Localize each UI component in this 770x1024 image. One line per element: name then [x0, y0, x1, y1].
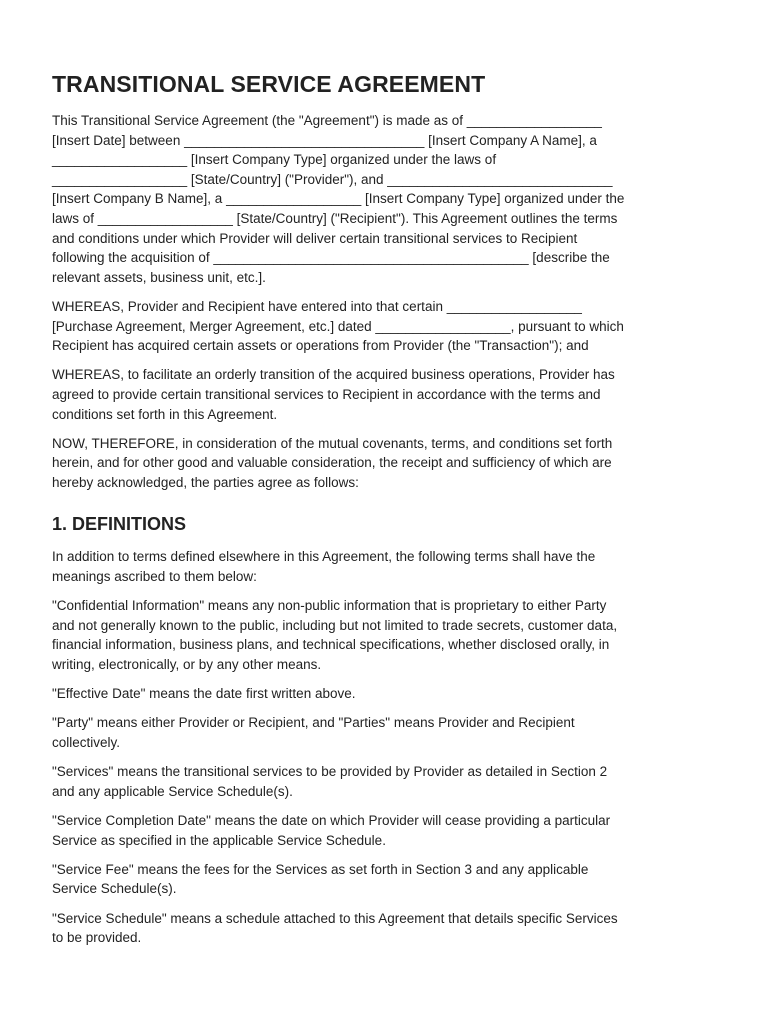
definition-party — [52, 713, 714, 752]
text-line: to be provided. — [52, 930, 142, 946]
intro-paragraph — [52, 111, 714, 287]
definition-effective-date — [52, 684, 714, 704]
text-line: [Insert Company B Name], a __________________ [Insert Company Type] organized under the — [52, 191, 625, 207]
text-line: hereby acknowledged, the parties agree as follows: — [52, 474, 359, 490]
text-line: following the acquisition of __________________________________________ [describe the — [52, 250, 610, 266]
now-therefore-paragraph — [52, 434, 714, 493]
text-line: laws of __________________ [State/Country] ("Recipient"). This Agreement outlines the terms — [52, 210, 618, 226]
text-line: "Service Completion Date" means the date on which Provider will cease providing a particular — [52, 812, 611, 828]
definition-service-completion-date — [52, 811, 714, 850]
text-line: and not generally known to the public, including but not limited to trade secrets, customer data, — [52, 617, 618, 633]
text-line: "Party" means either Provider or Recipient, and "Parties" means Provider and Recipient — [52, 715, 575, 731]
text-line: Service as specified in the applicable Service Schedule. — [52, 832, 386, 848]
text-line: conditions set forth in this Agreement. — [52, 406, 278, 422]
text-line: [Insert Date] between ________________________________ [Insert Company A Name], a — [52, 132, 597, 148]
text-line: Service Schedule(s). — [52, 881, 177, 897]
text-line: __________________ [State/Country] ("Provider"), and ______________________________ — [52, 171, 613, 187]
text-line: __________________ [Insert Company Type] organized under the laws of — [52, 152, 497, 168]
text-line: financial information, business plans, and technical specifications, whether disclosed orally, in — [52, 637, 610, 653]
text-line: [Purchase Agreement, Merger Agreement, etc.] dated __________________, pursuant to which — [52, 318, 624, 334]
section-heading-definitions: 1. DEFINITIONS — [52, 514, 187, 535]
definitions-intro-paragraph — [52, 547, 714, 586]
text-line: and any applicable Service Schedule(s). — [52, 783, 293, 799]
text-line: writing, electronically, or by any other means. — [52, 657, 322, 673]
text-line: "Confidential Information" means any non-public information that is proprietary to either Party — [52, 598, 607, 614]
definition-service-schedule — [52, 909, 714, 948]
whereas-paragraph — [52, 297, 714, 356]
text-line: In addition to terms defined elsewhere in this Agreement, the following terms shall have the — [52, 549, 596, 565]
text-line: herein, and for other good and valuable consideration, the receipt and sufficiency of which are — [52, 455, 612, 471]
text-line: WHEREAS, Provider and Recipient have entered into that certain __________________ — [52, 298, 582, 314]
text-line: Recipient has acquired certain assets or operations from Provider (the "Transaction"); and — [52, 338, 589, 354]
text-line: "Service Fee" means the fees for the Services as set forth in Section 3 and any applicable — [52, 861, 589, 877]
text-line: "Effective Date" means the date first written above. — [52, 686, 356, 702]
text-line: WHEREAS, to facilitate an orderly transition of the acquired business operations, Provider has — [52, 367, 615, 383]
text-line: and conditions under which Provider will deliver certain transitional services to Recipient — [52, 230, 578, 246]
text-line: This Transitional Service Agreement (the "Agreement") is made as of __________________ — [52, 113, 602, 128]
text-line: "Service Schedule" means a schedule attached to this Agreement that details specific Services — [52, 910, 618, 926]
text-line: relevant assets, business unit, etc.]. — [52, 269, 266, 285]
document-body — [52, 111, 714, 957]
whereas-paragraph — [52, 365, 714, 424]
document-title: TRANSITIONAL SERVICE AGREEMENT — [52, 71, 486, 97]
text-line: collectively. — [52, 735, 121, 750]
text-line: agreed to provide certain transitional services to Recipient in accordance with the terms and — [52, 386, 601, 402]
text-line: "Services" means the transitional services to be provided by Provider as detailed in Section 2 — [52, 764, 608, 780]
definition-service-fee — [52, 860, 714, 899]
definition-confidential-information — [52, 596, 714, 674]
text-line: meanings ascribed to them below: — [52, 569, 257, 585]
text-line: NOW, THEREFORE, in consideration of the mutual covenants, terms, and conditions set forth — [52, 435, 613, 451]
definition-services — [52, 762, 714, 801]
